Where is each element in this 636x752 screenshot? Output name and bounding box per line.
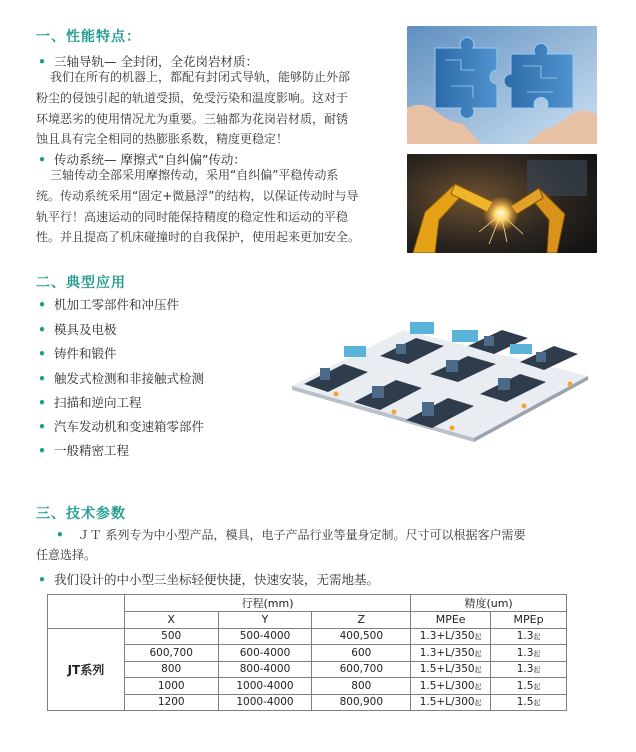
cell-z: 600 [312, 645, 411, 662]
application-item [38, 441, 129, 459]
application-item-label: 铸件和锻件 [54, 346, 117, 361]
bullet-dot-icon: • [38, 54, 46, 69]
table-row [48, 628, 567, 645]
cell-mpep-value: 1.3 [516, 646, 534, 659]
cell-mpep [491, 628, 567, 645]
table-subheader-row [48, 612, 567, 629]
bullet-dot-icon: • [38, 572, 46, 587]
bullet-dot-icon: • [38, 322, 46, 337]
bullet-installation-label: 我们设计的中小型三坐标轻便快捷，快速安装，无需地基。 [54, 572, 380, 587]
robot-arm-image [407, 154, 597, 253]
bullet-dot-icon: • [38, 395, 46, 410]
cell-mpee [411, 678, 491, 695]
bullet-dot-icon: • [38, 346, 46, 361]
bullet-drive-system-label: 传动系统— 摩擦式“自纠偏”传动： [54, 152, 246, 167]
para1-line: 蚀且具有完全相同的热膨胀系数，精度更稳定！ [36, 132, 289, 147]
bullet-installation [38, 571, 379, 588]
cell-y: 500-4000 [218, 628, 312, 645]
bullet-dot-icon: • [38, 419, 46, 434]
para3-line-text: ＪＴ 系列专为中小型产品，模具，电子产品行业等量身定制。尺寸可以根据客户需要 [77, 528, 526, 542]
cell-mpep [491, 678, 567, 695]
puzzle-hands-image [407, 26, 597, 144]
cell-y: 1000-4000 [218, 694, 312, 711]
cell-mpep-value: 1.3 [516, 663, 534, 676]
paragraph-jt-series [36, 525, 596, 565]
cell-mpep [491, 694, 567, 711]
cell-z: 800 [312, 678, 411, 695]
col-header-x: X [124, 612, 218, 629]
accuracy-header: 精度(um) [411, 595, 567, 612]
cell-mpee-value: 1.3+L/350 [419, 630, 475, 643]
cell-mpep-suffix: 起 [533, 666, 541, 675]
cell-x: 800 [124, 661, 218, 678]
paragraph-guide-rail [36, 67, 394, 150]
bullet-guide-rail-label: 三轴导轨— 全封闭，全花岗岩材质： [54, 54, 258, 69]
cell-mpee-value: 1.3+L/350 [419, 646, 475, 659]
col-header-z: Z [312, 612, 411, 629]
application-item [38, 369, 204, 387]
cell-y: 800-4000 [218, 661, 312, 678]
cell-mpee-suffix: 起 [474, 666, 482, 675]
cell-mpee-value: 1.5+L/300 [419, 696, 475, 709]
cell-z: 600,700 [312, 661, 411, 678]
application-item-label: 机加工零部件和冲压件 [54, 297, 180, 312]
cell-mpee-value: 1.5+L/350 [419, 663, 475, 676]
application-item [38, 417, 204, 435]
application-item-label: 扫描和逆向工程 [54, 395, 142, 410]
bullet-dot-icon: • [38, 371, 46, 386]
cell-mpee [411, 645, 491, 662]
para3-line: 任意选择。 [36, 548, 97, 562]
cell-mpee-value: 1.5+L/300 [419, 679, 475, 692]
application-item [38, 320, 117, 338]
cell-x: 600,700 [124, 645, 218, 662]
section1-heading: 一、性能特点： [36, 29, 141, 45]
cell-mpep-value: 1.5 [516, 696, 534, 709]
para1-line: 环境恶劣的使用情况尤为重要。三轴都为花岗岩材质，耐锈 [36, 111, 349, 126]
travel-header: 行程(mm) [124, 595, 410, 612]
para1-line: 我们在所有的机器上，都配有封闭式导轨，能够防止外部 [50, 70, 351, 84]
col-header-y: Y [218, 612, 312, 629]
cell-mpep-value: 1.3 [516, 630, 534, 643]
application-item-label: 模具及电极 [54, 322, 117, 337]
para2-line: 性。并且提高了机床碰撞时的自我保护，使用起来更加安全。 [36, 230, 361, 245]
cell-x: 1200 [124, 694, 218, 711]
table-row [48, 645, 567, 662]
cell-mpep [491, 661, 567, 678]
bullet-dot-icon: • [38, 152, 46, 167]
bullet-dot-icon: • [38, 297, 46, 312]
cell-mpep-suffix: 起 [533, 682, 541, 691]
cell-y: 600-4000 [218, 645, 312, 662]
table-row [48, 661, 567, 678]
table-row [48, 694, 567, 711]
cell-mpee [411, 628, 491, 645]
bullet-dot-icon: • [38, 443, 46, 458]
para2-line: 统。传动系统采用“固定+微悬浮”的结构，以保证传动时与导 [36, 188, 359, 203]
para2-line: 轨平行！高速运动的同时能保持精度的稳定性和运动的平稳 [36, 209, 349, 224]
application-item-label: 触发式检测和非接触式检测 [54, 371, 205, 386]
cell-mpee-suffix: 起 [474, 682, 482, 691]
cell-z: 800,900 [312, 694, 411, 711]
cell-x: 500 [124, 628, 218, 645]
cell-mpep-suffix: 起 [533, 699, 541, 708]
para3-line [36, 525, 596, 545]
specifications-table [47, 594, 567, 711]
smart-factory-image [284, 316, 596, 444]
cell-mpee-suffix: 起 [474, 699, 482, 708]
paragraph-drive-system [36, 165, 394, 248]
section3-heading: 三、技术参数 [36, 506, 126, 522]
application-item-label: 汽车发动机和变速箱零部件 [54, 419, 205, 434]
cell-mpep-suffix: 起 [533, 633, 541, 642]
col-header-mpep: MPEp [491, 612, 567, 629]
cell-mpee [411, 661, 491, 678]
cell-mpee-suffix: 起 [474, 649, 482, 658]
cell-y: 1000-4000 [218, 678, 312, 695]
bullet-dot-icon: • [56, 528, 64, 542]
cell-z: 400,500 [312, 628, 411, 645]
application-item [38, 295, 179, 313]
application-item [38, 344, 117, 362]
table-row [48, 678, 567, 695]
section2-heading: 二、典型应用 [36, 275, 126, 291]
para1-line: 粉尘的侵蚀引起的轨道受损，免受污染和温度影响。这对于 [36, 90, 349, 105]
series-name-cell: JT系列 [48, 628, 125, 711]
cell-mpep-suffix: 起 [533, 649, 541, 658]
table-corner-cell [48, 595, 125, 629]
application-item [38, 393, 142, 411]
table-header-row [48, 595, 567, 612]
cell-mpep-value: 1.5 [516, 679, 534, 692]
cell-x: 1000 [124, 678, 218, 695]
application-item-label: 一般精密工程 [54, 443, 130, 458]
cell-mpee-suffix: 起 [474, 633, 482, 642]
cell-mpep [491, 645, 567, 662]
cell-mpee [411, 694, 491, 711]
col-header-mpee: MPEe [411, 612, 491, 629]
para2-line: 三轴传动全部采用摩擦传动，采用“自纠偏”平稳传动系 [50, 168, 339, 182]
